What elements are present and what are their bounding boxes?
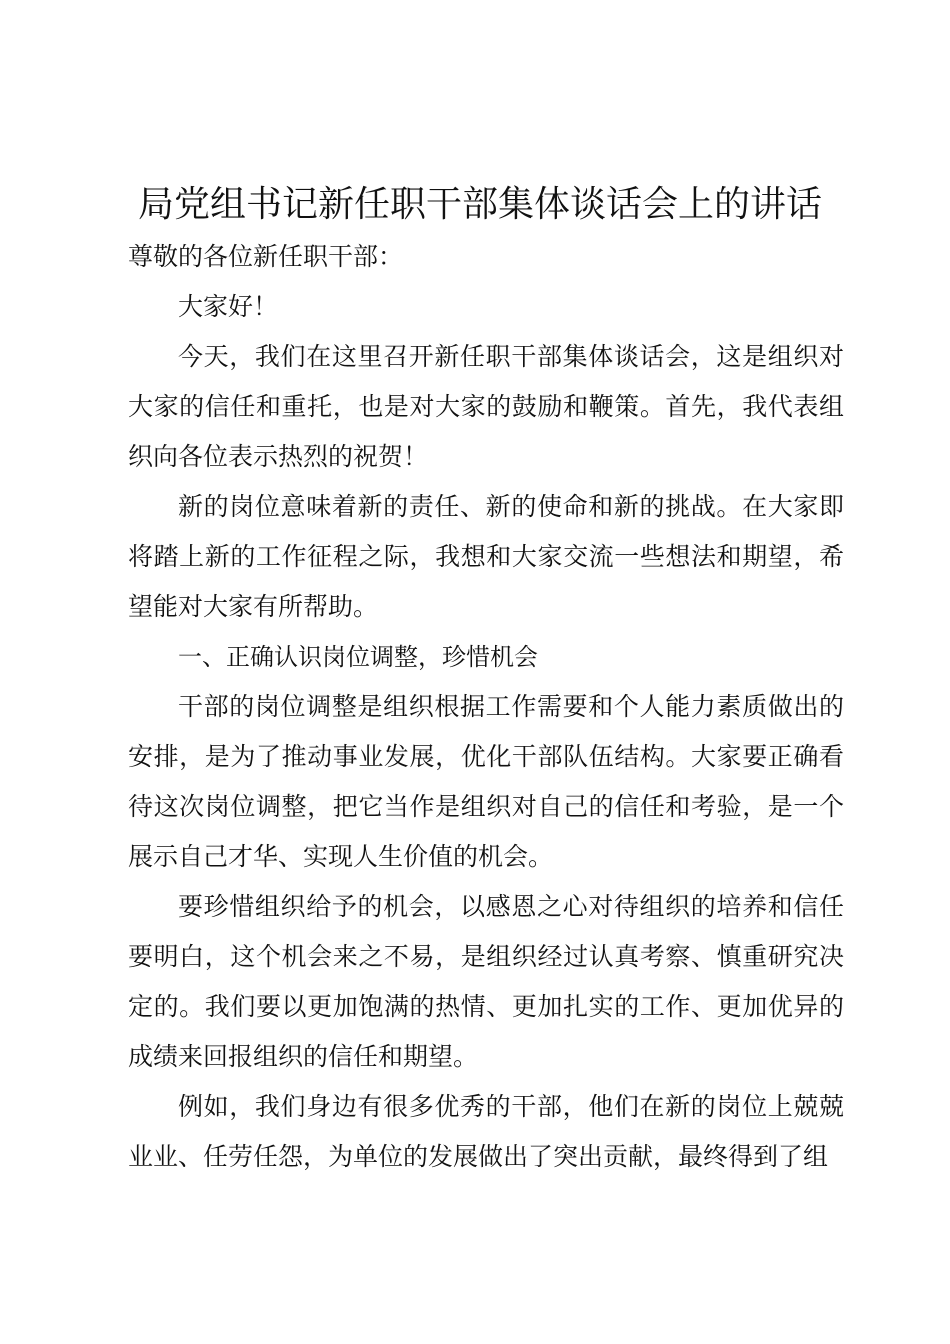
paragraph-opening: 今天，我们在这里召开新任职干部集体谈话会，这是组织对大家的信任和重托，也是对大家的鼓励和鞭策。首先，我代表组织向各位表示热烈的祝贺！: [128, 342, 844, 471]
paragraph-cherish: 要珍惜组织给予的机会，以感恩之心对待组织的培养和信任要明白，这个机会来之不易，是组织经过认真考察、慎重研究决定的。我们要以更加饱满的热情、更加扎实的工作、更加优异的成绩来回报组织的信任和期望。: [128, 892, 844, 1071]
paragraph-new-role: 新的岗位意味着新的责任、新的使命和新的挑战。在大家即将踏上新的工作征程之际，我想和大家交流一些想法和期望，希望能对大家有所帮助。: [128, 492, 844, 621]
paragraph-greeting: 大家好！: [178, 292, 279, 321]
paragraph-example: 例如，我们身边有很多优秀的干部，他们在新的岗位上兢兢业业、任劳任怨，为单位的发展做出了突出贡献，最终得到了组: [128, 1092, 844, 1171]
paragraph-adjustment: 干部的岗位调整是组织根据工作需要和个人能力素质做出的安排，是为了推动事业发展，优化干部队伍结构。大家要正确看待这次岗位调整，把它当作是组织对自己的信任和考验，是一个展示自己才华、实现人生价值的机会。: [128, 692, 844, 871]
section-heading-1: 一、正确认识岗位调整，珍惜机会: [178, 643, 538, 671]
salutation: 尊敬的各位新任职干部：: [128, 242, 404, 271]
document-body: [128, 232, 844, 1182]
document-title: 局党组书记新任职干部集体谈话会上的讲话: [137, 184, 822, 225]
